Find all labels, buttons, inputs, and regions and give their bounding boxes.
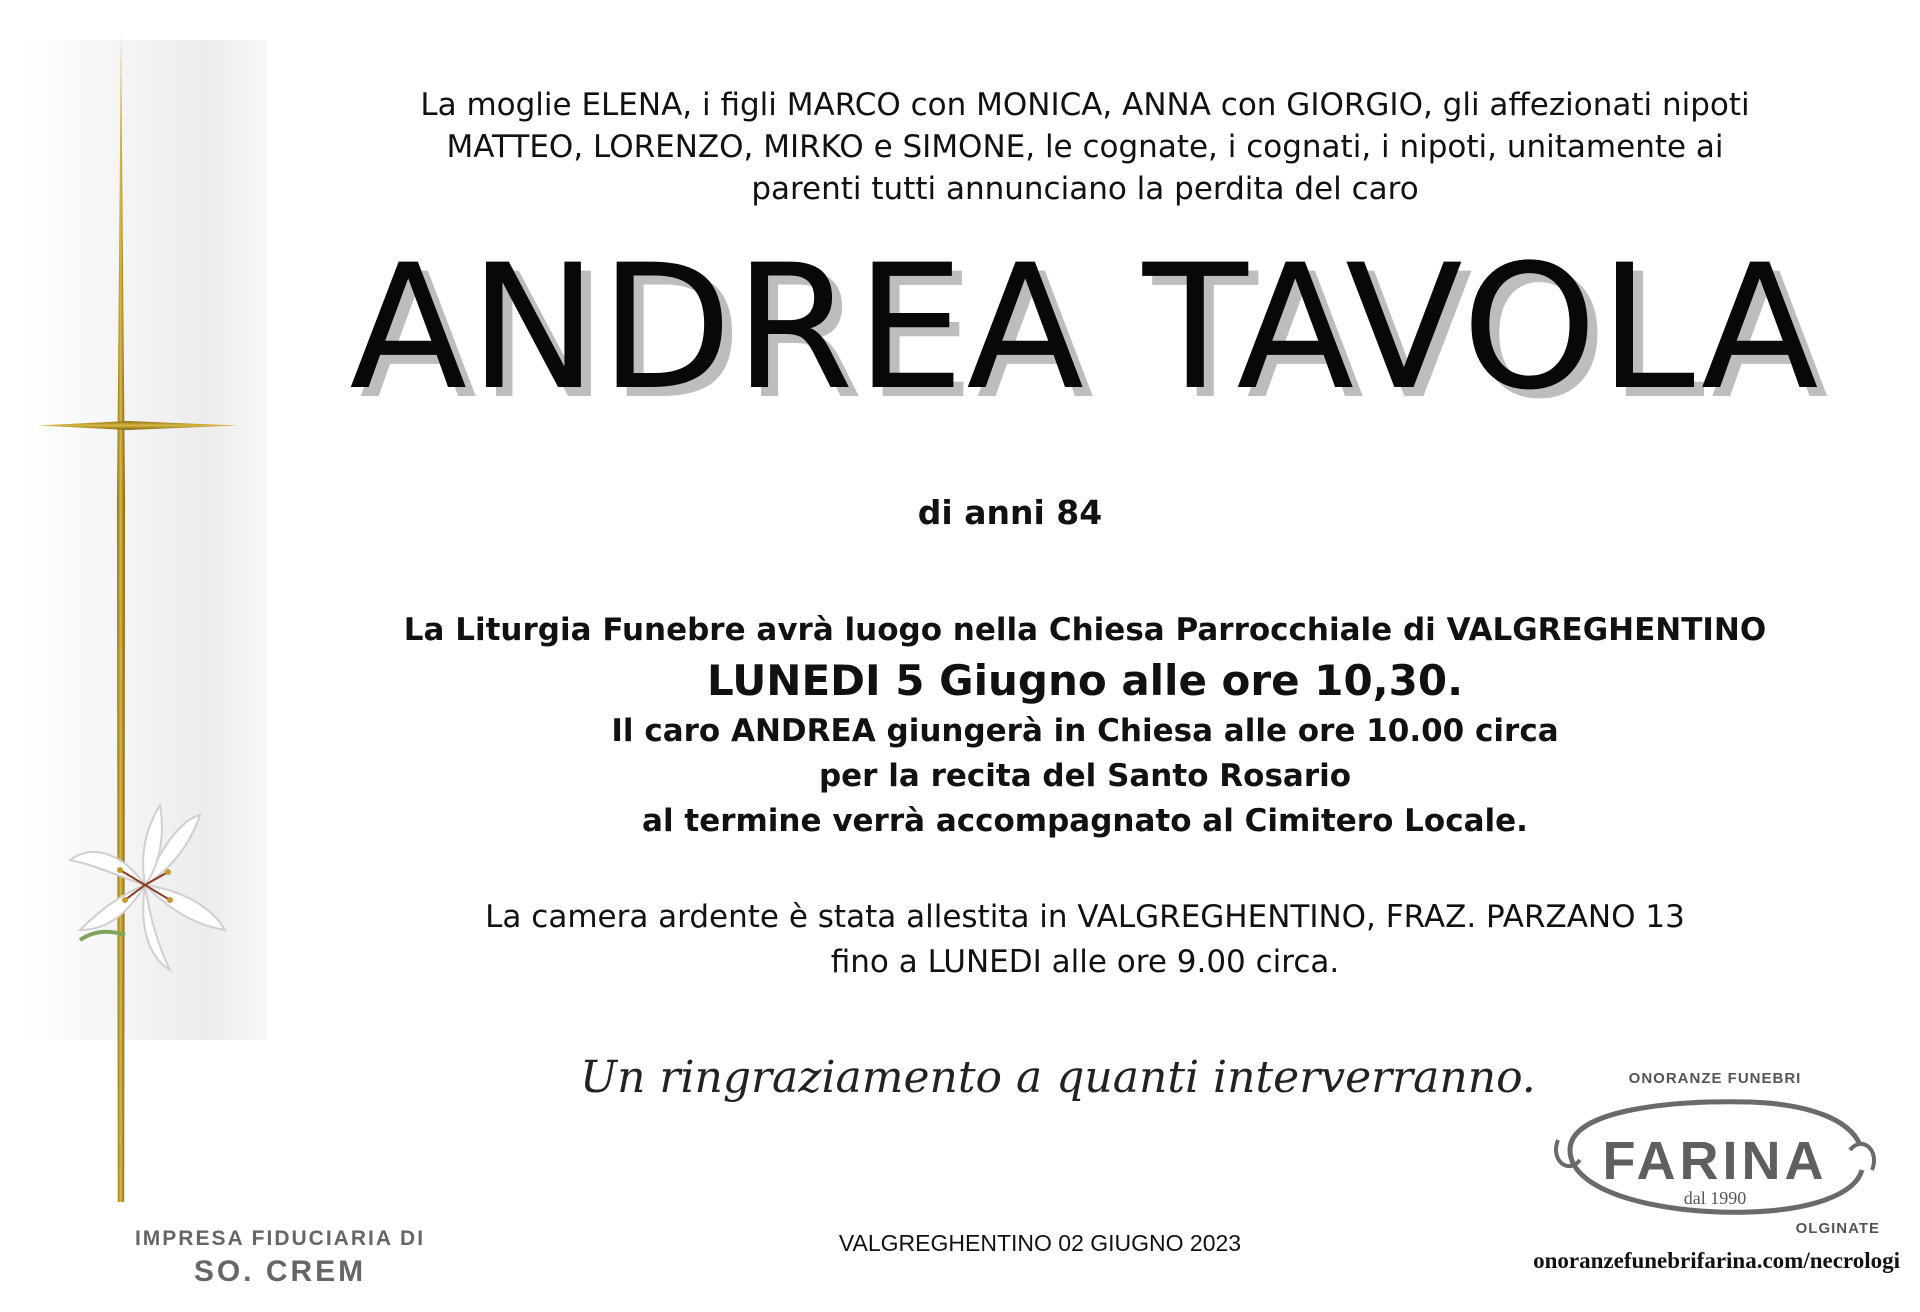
fiduciaria-name: SO. CREM — [193, 1255, 367, 1288]
white-lily-icon — [50, 790, 240, 980]
fiduciaria-label — [80, 1226, 480, 1292]
liturgy-line: La Liturgia Funebre avrà luogo nella Chiesa Parrocchiale di VALGREGHENTINO — [403, 612, 1767, 648]
intro-line: MATTEO, LORENZO, MIRKO e SIMONE, le cognate, i cognati, i nipoti, unitamente ai — [446, 129, 1724, 165]
website-url: onoranzefunebrifarina.com/necrologi — [1533, 1248, 1900, 1273]
logo-brand: FARINA — [1602, 1131, 1828, 1191]
liturgy-details — [280, 608, 1890, 844]
liturgy-date: LUNEDI 5 Giugno alle ore 10,30. — [706, 656, 1464, 705]
intro-line: La moglie ELENA, i figli MARCO con MONICA, ANNA con GIORGIO, gli affezionati nipoti — [420, 87, 1750, 123]
thanks-message: Un ringraziamento a quanti interverranno. — [580, 1052, 1536, 1103]
camera-ardente-details — [280, 895, 1890, 985]
liturgy-line: al termine verrà accompagnato al Cimitero Locale. — [642, 803, 1528, 839]
camera-line: La camera ardente è stata allestita in VALGREGHENTINO, FRAZ. PARZANO 13 — [485, 899, 1685, 935]
deceased-name: ANDREA TAVOLA — [349, 227, 1821, 428]
liturgy-line: Il caro ANDREA giungerà in Chiesa alle ore 10.00 circa — [611, 713, 1559, 749]
date-line: VALGREGHENTINO 02 GIUGNO 2023 — [838, 1230, 1242, 1256]
logo-since: dal 1990 — [1683, 1188, 1747, 1208]
funeral-home-logo — [1550, 1070, 1880, 1255]
camera-line: fino a LUNEDI alle ore 9.00 circa. — [830, 944, 1340, 980]
deceased-age: di anni 84 — [917, 493, 1103, 532]
liturgy-line: per la recita del Santo Rosario — [818, 758, 1352, 794]
logo-city: OLGINATE — [1795, 1220, 1880, 1237]
intro-line: parenti tutti annunciano la perdita del caro — [751, 171, 1419, 207]
logo-top-text: ONORANZE FUNEBRI — [1628, 1070, 1802, 1087]
fiduciaria-line: IMPRESA FIDUCIARIA DI — [134, 1227, 426, 1250]
intro-text — [280, 84, 1890, 210]
